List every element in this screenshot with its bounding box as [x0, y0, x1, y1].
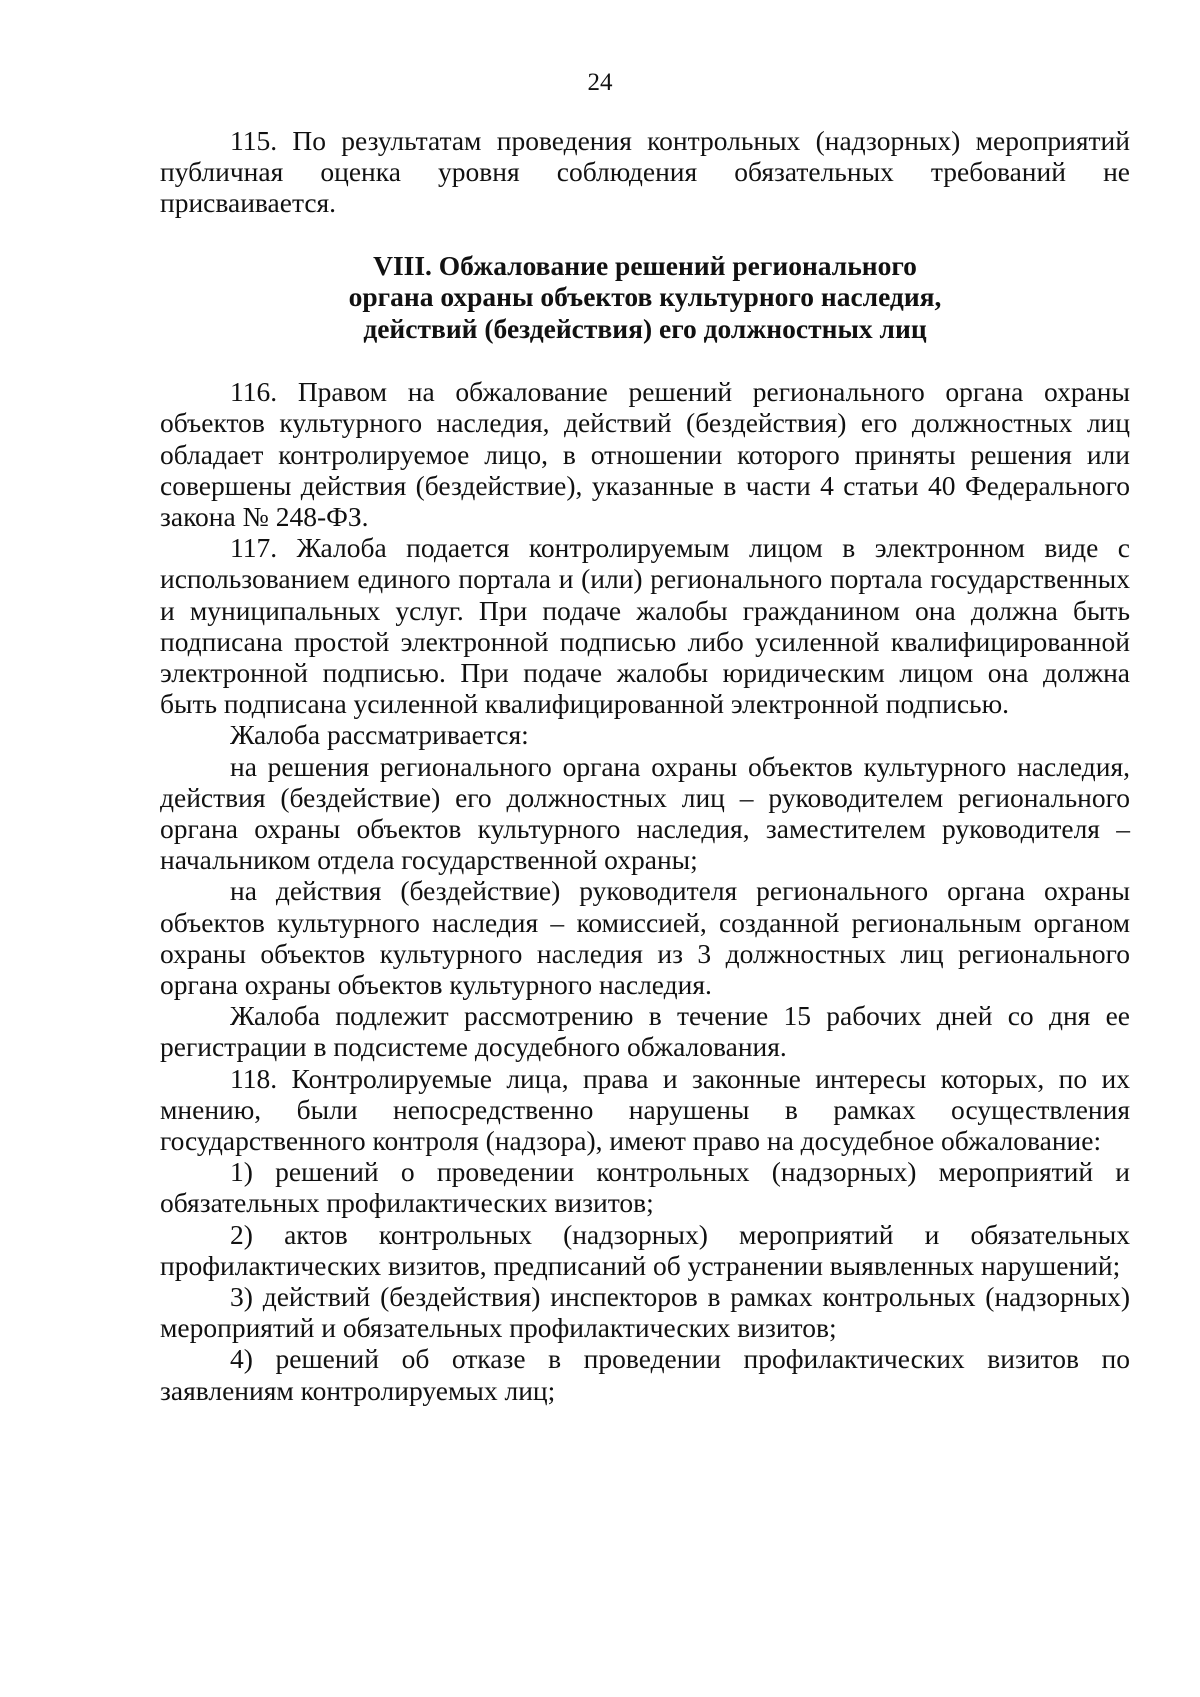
paragraph-118-item-2: 2) актов контрольных (надзорных) мероприятий и обязательных профилактических визитов, предписаний об устранении выявленных нарушений;: [160, 1218, 1130, 1281]
page-number: 24: [587, 69, 613, 96]
paragraph-118-item-1: 1) решений о проведении контрольных (надзорных) мероприятий и обязательных профилактических визитов;: [160, 1156, 1130, 1219]
paragraph-116: 116. Правом на обжалование решений регионального органа охраны объектов культурного наследия, действий (бездействия) его должностных лиц обладает контролируемое лицо, в отношении которого приняты решения или совершены действия (бездействие), указанные в части 4 статьи 40 Федерального закона № 248-ФЗ.: [160, 376, 1130, 532]
paragraph-117-term: Жалоба подлежит рассмотрению в течение 15 рабочих дней со дня ее регистрации в подсистеме досудебного обжалования.: [160, 1000, 1130, 1063]
section-heading-line-1: VIII. Обжалование решений регионального: [373, 249, 917, 281]
section-heading: [160, 250, 1130, 345]
section-heading-line-3: действий (бездействия) его должностных лиц: [363, 312, 927, 344]
paragraph-117-actions: на действия (бездействие) руководителя регионального органа охраны объектов культурного наследия – комиссией, созданной региональным органом охраны объектов культурного наследия из 3 должностных лиц регионального органа охраны объектов культурного наследия.: [160, 875, 1130, 1000]
section-heading-line-2: органа охраны объектов культурного наследия,: [348, 281, 942, 313]
paragraph-117: 117. Жалоба подается контролируемым лицом в электронном виде с использованием единого портала и (или) регионального портала государственных и муниципальных услуг. При подаче жалобы гражданином она должна быть подписана простой электронной подписью либо усиленной квалифицированной электронной подписью. При подаче жалобы юридическим лицом она должна быть подписана усиленной квалифицированной электронной подписью.: [160, 532, 1130, 720]
paragraph-117-reviewed: Жалоба рассматривается:: [230, 719, 529, 751]
paragraph-118: 118. Контролируемые лица, права и законные интересы которых, по их мнению, были непосредственно нарушены в рамках осуществления государственного контроля (надзора), имеют право на досудебное обжалование:: [160, 1062, 1130, 1156]
paragraph-117-decisions: на решения регионального органа охраны объектов культурного наследия, действия (бездействие) его должностных лиц – руководителем регионального органа охраны объектов культурного наследия, заместителем руководителя – начальником отдела государственной охраны;: [160, 750, 1130, 876]
paragraph-115: 115. По результатам проведения контрольных (надзорных) мероприятий публичная оценка уровня соблюдения обязательных требований не присваивается.: [160, 125, 1130, 219]
paragraph-118-item-3: 3) действий (бездействия) инспекторов в рамках контрольных (надзорных) мероприятий и обязательных профилактических визитов;: [160, 1281, 1130, 1344]
paragraph-118-item-4: 4) решений об отказе в проведении профилактических визитов по заявлениям контролируемых лиц;: [160, 1343, 1130, 1406]
document-body: [160, 125, 1130, 1406]
